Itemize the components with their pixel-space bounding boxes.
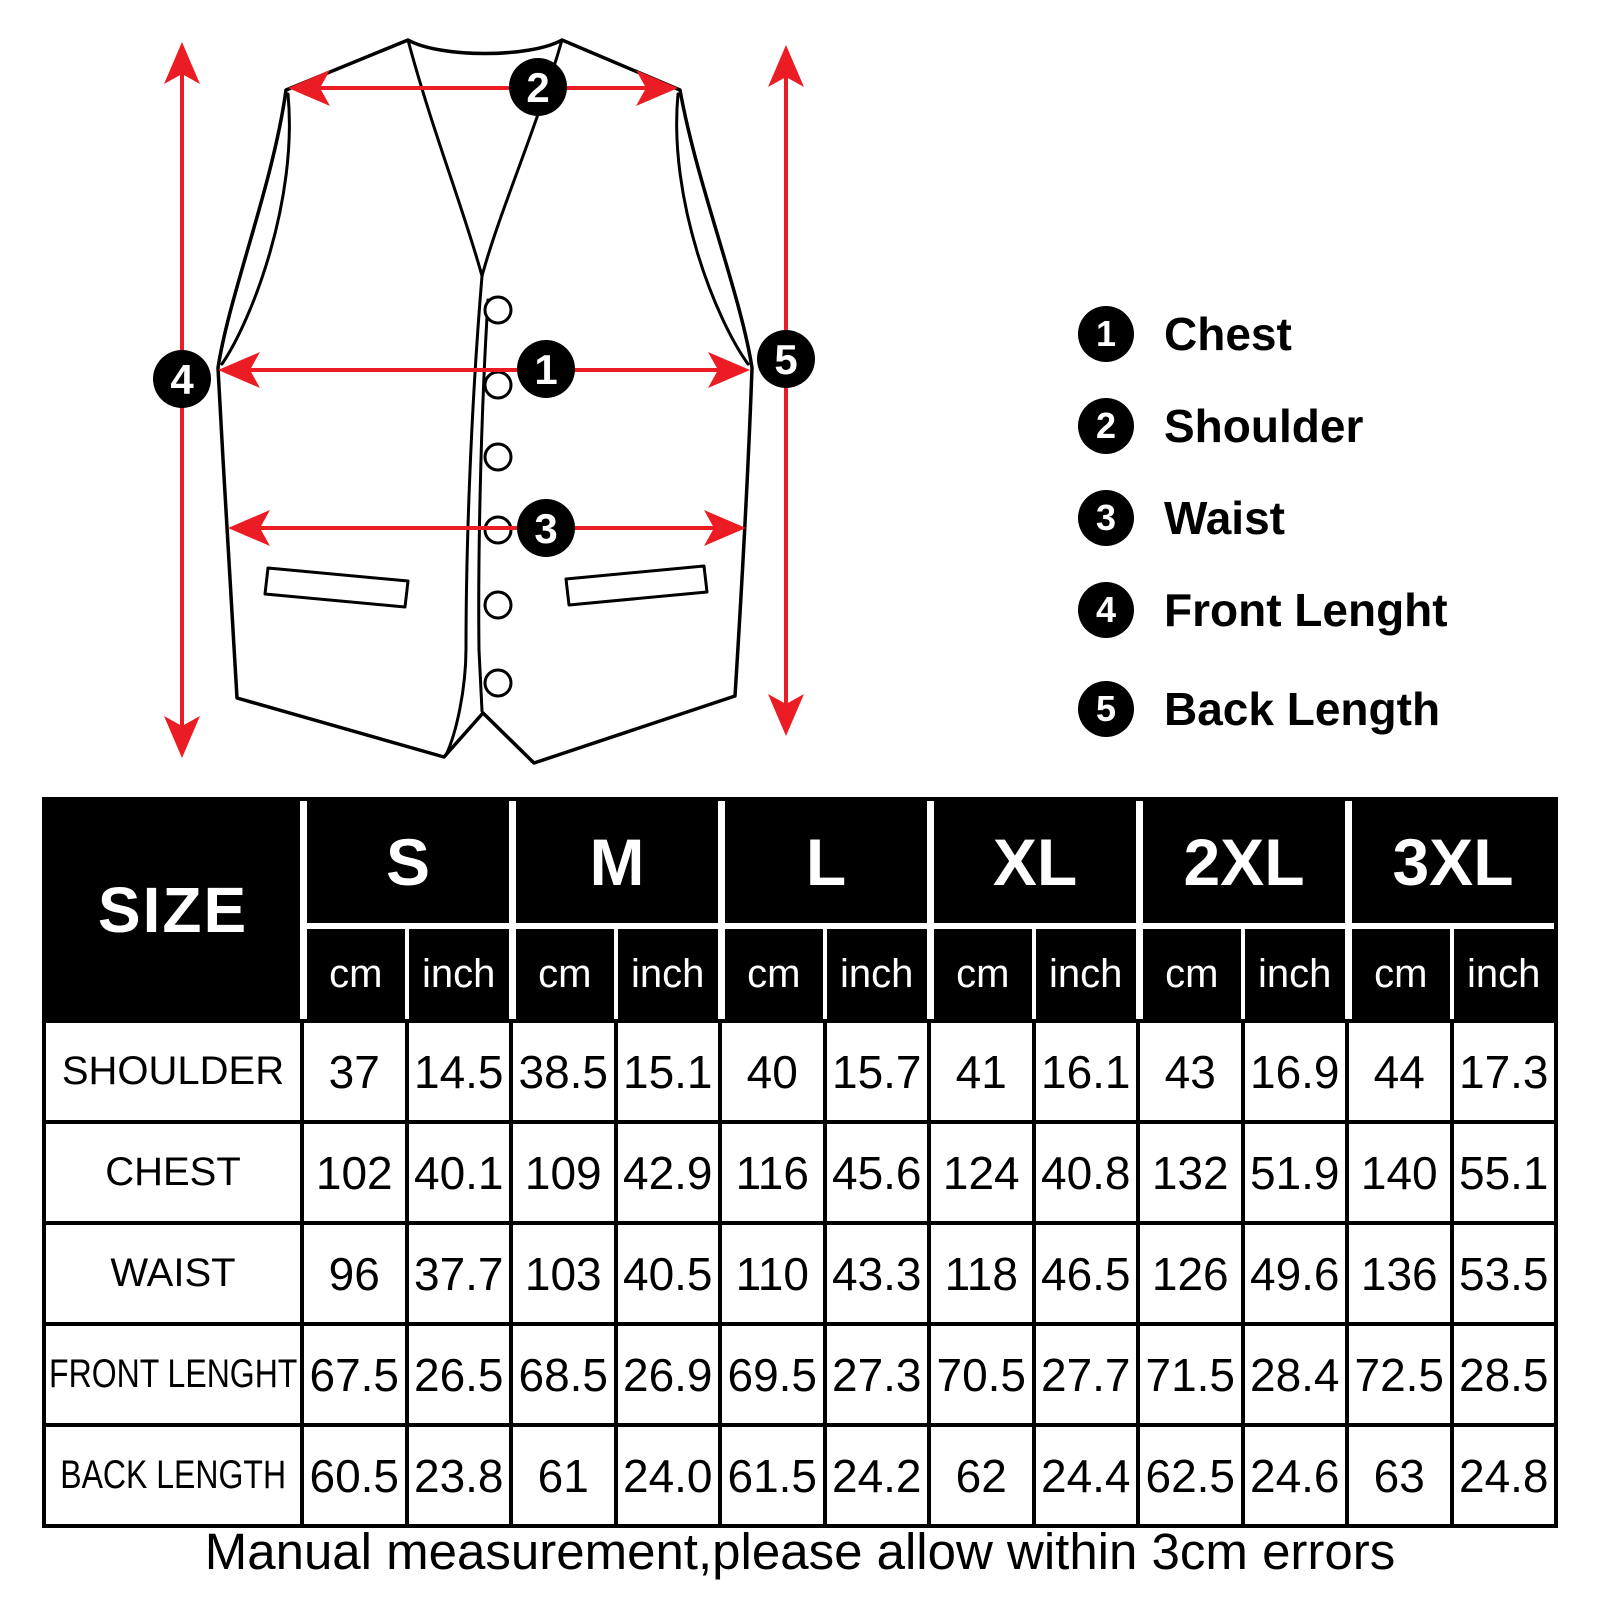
- svg-text:5: 5: [774, 336, 798, 383]
- unit-header: cm: [1345, 923, 1450, 1019]
- measurement-legend: [1078, 306, 1448, 737]
- row-label-shoulder: SHOULDER: [46, 1019, 300, 1120]
- svg-text:4: 4: [170, 356, 194, 403]
- vest-outline: [218, 40, 752, 763]
- legend-item-waist: [1078, 490, 1448, 546]
- svg-text:2: 2: [526, 64, 550, 111]
- value-cell: 45.6: [823, 1120, 928, 1221]
- value-cell: 116: [718, 1120, 823, 1221]
- row-label-chest: CHEST: [46, 1120, 300, 1221]
- legend-label: Shoulder: [1164, 400, 1364, 452]
- row-label-back-length: BACK LENGTH: [46, 1423, 300, 1524]
- legend-number-badge: 3: [1078, 490, 1134, 546]
- size-header-3xl: 3XL: [1345, 801, 1554, 923]
- unit-header: cm: [1136, 923, 1241, 1019]
- size-header-m: M: [509, 801, 718, 923]
- value-cell: 55.1: [1450, 1120, 1555, 1221]
- legend-item-chest: [1078, 306, 1448, 362]
- size-table-corner-header: SIZE: [46, 801, 300, 1019]
- value-cell: 140: [1345, 1120, 1450, 1221]
- row-label-front-length: FRONT LENGHT: [46, 1322, 300, 1423]
- value-cell: 23.8: [405, 1423, 510, 1524]
- legend-item-back-length: [1078, 681, 1448, 737]
- unit-header: inch: [1032, 923, 1137, 1019]
- legend-label: Back Length: [1164, 683, 1441, 735]
- unit-header: inch: [405, 923, 510, 1019]
- value-cell: 62.5: [1136, 1423, 1241, 1524]
- value-cell: 70.5: [927, 1322, 1032, 1423]
- value-cell: 24.6: [1241, 1423, 1346, 1524]
- measurement-note: Manual measurement,please allow within 3cm errors: [204, 1523, 1396, 1580]
- size-header-l: L: [718, 801, 927, 923]
- value-cell: 43.3: [823, 1221, 928, 1322]
- value-cell: 103: [509, 1221, 614, 1322]
- diagram-marker-front-length: [153, 350, 211, 408]
- row-label-waist: WAIST: [46, 1221, 300, 1322]
- size-header-xl: XL: [927, 801, 1136, 923]
- unit-header: inch: [823, 923, 928, 1019]
- value-cell: 68.5: [509, 1322, 614, 1423]
- value-cell: 40.5: [614, 1221, 719, 1322]
- value-cell: 24.4: [1032, 1423, 1137, 1524]
- value-cell: 109: [509, 1120, 614, 1221]
- legend-label: Waist: [1164, 492, 1285, 544]
- value-cell: 40.1: [405, 1120, 510, 1221]
- value-cell: 16.1: [1032, 1019, 1137, 1120]
- value-cell: 72.5: [1345, 1322, 1450, 1423]
- legend-item-shoulder: [1078, 398, 1448, 454]
- unit-header: inch: [1241, 923, 1346, 1019]
- value-cell: 44: [1345, 1019, 1450, 1120]
- legend-label: Front Lenght: [1164, 584, 1448, 636]
- value-cell: 132: [1136, 1120, 1241, 1221]
- value-cell: 37: [300, 1019, 405, 1120]
- value-cell: 15.7: [823, 1019, 928, 1120]
- value-cell: 46.5: [1032, 1221, 1137, 1322]
- value-cell: 43: [1136, 1019, 1241, 1120]
- unit-header: inch: [614, 923, 719, 1019]
- legend-number-badge: 2: [1078, 398, 1134, 454]
- value-cell: 60.5: [300, 1423, 405, 1524]
- value-cell: 49.6: [1241, 1221, 1346, 1322]
- size-table: [42, 797, 1558, 1528]
- svg-text:3: 3: [534, 505, 558, 552]
- value-cell: 53.5: [1450, 1221, 1555, 1322]
- diagram-marker-back-length: [757, 330, 815, 388]
- value-cell: 24.0: [614, 1423, 719, 1524]
- value-cell: 27.7: [1032, 1322, 1137, 1423]
- value-cell: 126: [1136, 1221, 1241, 1322]
- value-cell: 102: [300, 1120, 405, 1221]
- value-cell: 15.1: [614, 1019, 719, 1120]
- value-cell: 16.9: [1241, 1019, 1346, 1120]
- value-cell: 24.2: [823, 1423, 928, 1524]
- value-cell: 28.5: [1450, 1322, 1555, 1423]
- diagram-marker-chest: [517, 340, 575, 398]
- svg-text:1: 1: [534, 346, 558, 393]
- value-cell: 124: [927, 1120, 1032, 1221]
- value-cell: 40.8: [1032, 1120, 1137, 1221]
- value-cell: 42.9: [614, 1120, 719, 1221]
- size-header-s: S: [300, 801, 509, 923]
- value-cell: 26.5: [405, 1322, 510, 1423]
- value-cell: 61.5: [718, 1423, 823, 1524]
- value-cell: 63: [1345, 1423, 1450, 1524]
- unit-header: inch: [1450, 923, 1555, 1019]
- legend-number-badge: 5: [1078, 681, 1134, 737]
- diagram-marker-shoulder: [509, 58, 567, 116]
- vest-measurement-diagram: [0, 0, 1040, 780]
- value-cell: 38.5: [509, 1019, 614, 1120]
- legend-item-front-length: [1078, 582, 1448, 638]
- legend-label: Chest: [1164, 308, 1292, 360]
- value-cell: 24.8: [1450, 1423, 1555, 1524]
- back-length-arrow: [768, 45, 804, 736]
- value-cell: 28.4: [1241, 1322, 1346, 1423]
- value-cell: 71.5: [1136, 1322, 1241, 1423]
- value-cell: 27.3: [823, 1322, 928, 1423]
- value-cell: 118: [927, 1221, 1032, 1322]
- diagram-marker-waist: [517, 499, 575, 557]
- value-cell: 41: [927, 1019, 1032, 1120]
- value-cell: 40: [718, 1019, 823, 1120]
- unit-header: cm: [300, 923, 405, 1019]
- legend-number-badge: 1: [1078, 306, 1134, 362]
- value-cell: 69.5: [718, 1322, 823, 1423]
- value-cell: 136: [1345, 1221, 1450, 1322]
- unit-header: cm: [927, 923, 1032, 1019]
- value-cell: 17.3: [1450, 1019, 1555, 1120]
- value-cell: 110: [718, 1221, 823, 1322]
- legend-number-badge: 4: [1078, 582, 1134, 638]
- value-cell: 26.9: [614, 1322, 719, 1423]
- value-cell: 96: [300, 1221, 405, 1322]
- value-cell: 51.9: [1241, 1120, 1346, 1221]
- unit-header: cm: [509, 923, 614, 1019]
- value-cell: 62: [927, 1423, 1032, 1524]
- value-cell: 14.5: [405, 1019, 510, 1120]
- value-cell: 37.7: [405, 1221, 510, 1322]
- size-header-2xl: 2XL: [1136, 801, 1345, 923]
- value-cell: 67.5: [300, 1322, 405, 1423]
- value-cell: 61: [509, 1423, 614, 1524]
- unit-header: cm: [718, 923, 823, 1019]
